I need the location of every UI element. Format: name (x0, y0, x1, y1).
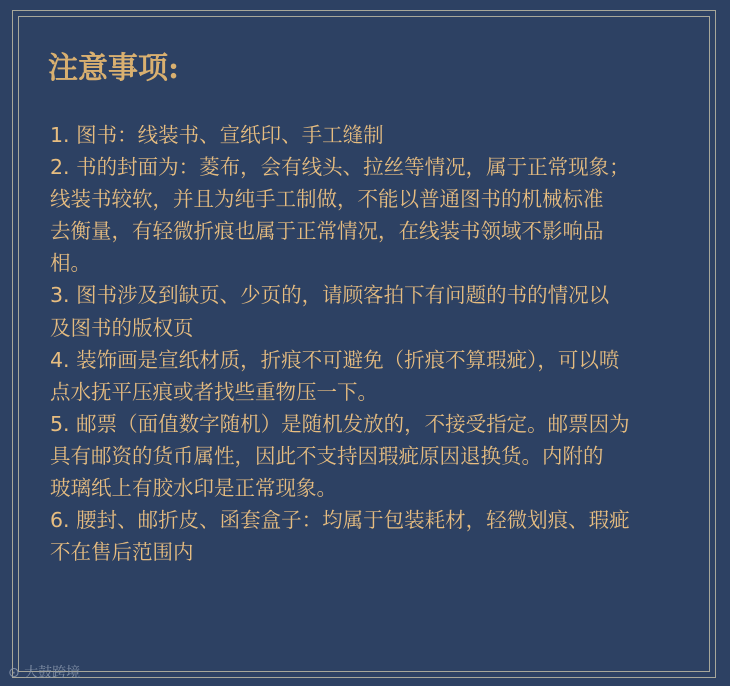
watermark: ⊙ 大鼓跨境 (8, 665, 81, 681)
note-line: 不在售后范围内 (50, 540, 194, 565)
notice-title: 注意事项: (48, 51, 180, 86)
note-line: 线装书较软，并且为纯手工制做，不能以普通图书的机械标准 (50, 187, 604, 212)
note-line: 1. 图书：线装书、宣纸印、手工缝制 (50, 123, 384, 147)
note-line: 5. 邮票（面值数字随机）是随机发放的，不接受指定。邮票因为 (50, 411, 630, 436)
note-line: 玻璃纸上有胶水印是正常现象。 (50, 476, 337, 501)
note-line: 及图书的版权页 (50, 315, 194, 340)
note-line: 3. 图书涉及到缺页、少页的，请顾客拍下有问题的书的情况以 (50, 283, 610, 308)
note-line: 相。 (50, 251, 91, 276)
note-line: 6. 腰封、邮折皮、函套盒子：均属于包装耗材，轻微划痕、瑕疵 (50, 508, 630, 533)
notes-body (50, 119, 698, 568)
note-line: 去衡量，有轻微折痕也属于正常情况，在线装书领域不影响品 (50, 219, 604, 244)
note-line: 4. 装饰画是宣纸材质，折痕不可避免（折痕不算瑕疵），可以喷 (50, 347, 620, 372)
note-line: 2. 书的封面为：菱布，会有线头、拉丝等情况，属于正常现象； (50, 155, 630, 180)
note-line: 点水抚平压痕或者找些重物压一下。 (50, 379, 378, 404)
note-line: 具有邮资的货币属性，因此不支持因瑕疵原因退换货。内附的 (50, 443, 604, 468)
